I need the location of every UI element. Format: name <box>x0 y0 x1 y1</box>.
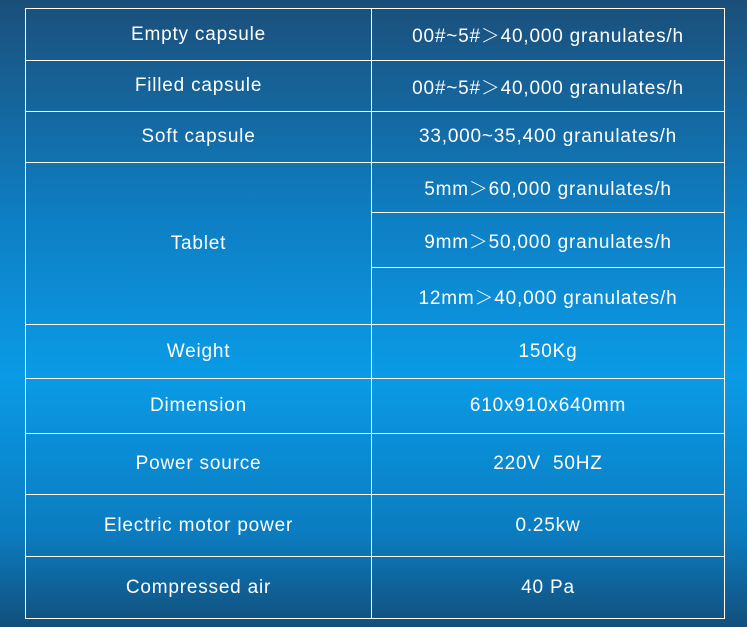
spec-table-frame <box>25 8 724 618</box>
row-value-dimension: 610x910x640mm <box>372 379 725 434</box>
row-label-soft-capsule: Soft capsule <box>26 112 372 163</box>
table-row <box>26 495 725 557</box>
row-value-tablet-12mm: 12mm＞40,000 granulates/h <box>372 268 725 325</box>
row-value-filled-capsule: 00#~5#＞40,000 granulates/h <box>372 61 725 112</box>
row-label-tablet: Tablet <box>26 163 372 325</box>
row-value-power-source: 220V 50HZ <box>372 434 725 495</box>
row-label-power-source: Power source <box>26 434 372 495</box>
row-value-tablet-5mm: 5mm＞60,000 granulates/h <box>372 163 725 213</box>
table-row <box>26 61 725 112</box>
row-value-electric-motor-power: 0.25kw <box>372 495 725 557</box>
spec-table <box>25 8 725 619</box>
table-row <box>26 434 725 495</box>
row-value-empty-capsule: 00#~5#＞40,000 granulates/h <box>372 9 725 61</box>
row-label-electric-motor-power: Electric motor power <box>26 495 372 557</box>
table-row <box>26 112 725 163</box>
row-label-compressed-air: Compressed air <box>26 557 372 619</box>
table-row <box>26 557 725 619</box>
row-label-weight: Weight <box>26 325 372 379</box>
row-value-compressed-air: 40 Pa <box>372 557 725 619</box>
table-row <box>26 379 725 434</box>
row-label-empty-capsule: Empty capsule <box>26 9 372 61</box>
row-label-filled-capsule: Filled capsule <box>26 61 372 112</box>
row-value-tablet-9mm: 9mm＞50,000 granulates/h <box>372 213 725 268</box>
row-label-dimension: Dimension <box>26 379 372 434</box>
table-row <box>26 325 725 379</box>
table-row <box>26 9 725 61</box>
row-value-weight: 150Kg <box>372 325 725 379</box>
table-row <box>26 163 725 213</box>
row-value-soft-capsule: 33,000~35,400 granulates/h <box>372 112 725 163</box>
